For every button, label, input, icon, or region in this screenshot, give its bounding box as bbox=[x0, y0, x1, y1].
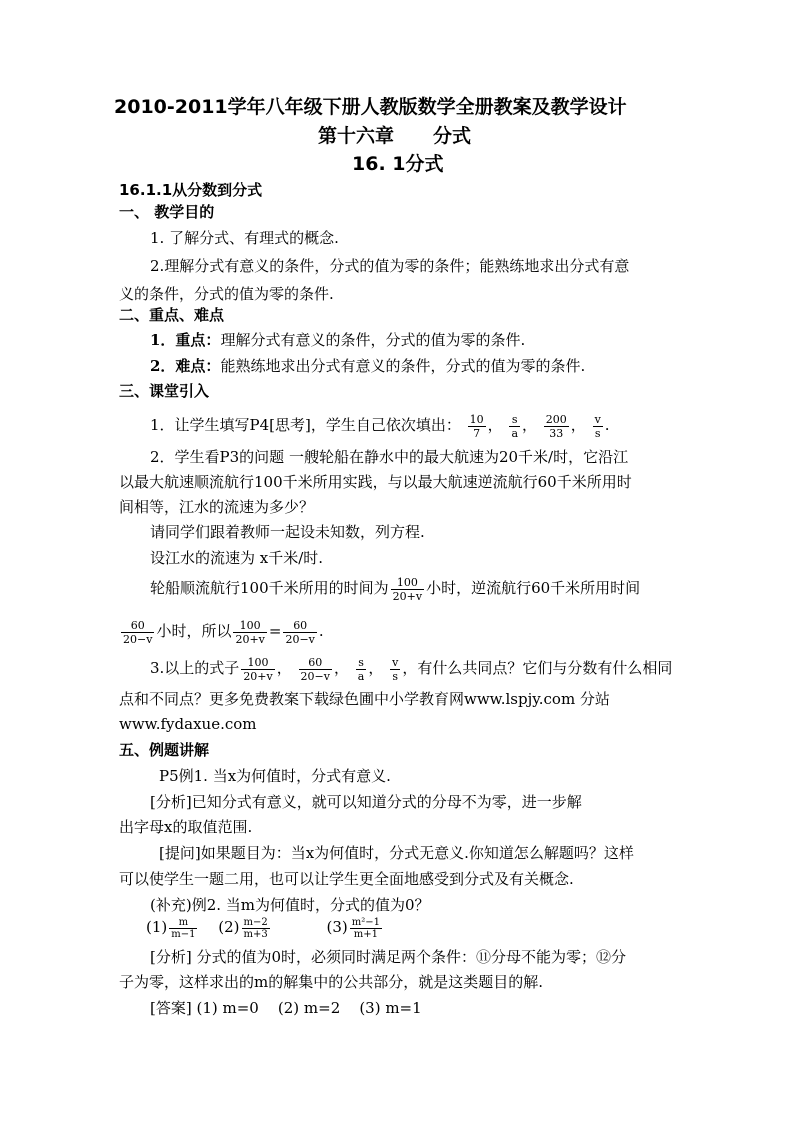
intro-4: 设江水的流速为 x千米/时. bbox=[150, 549, 324, 567]
example-1-question-line2: 可以使学生一题二用，也可以让学生更全面地感受到分式及有关概念. bbox=[119, 870, 574, 888]
expr-v-s: $\frac{v}{s}$ bbox=[392, 655, 399, 683]
expr-s-a: $\frac{s}{a}$ bbox=[357, 655, 365, 683]
chapter-name: 分式 bbox=[433, 125, 472, 147]
keypoint-1-label: 1．重点： bbox=[150, 331, 221, 349]
intro-2-line2: 以最大航速顺流航行100千米所用实践，与以最大航速逆流航行60千米所用时 bbox=[119, 473, 632, 491]
keypoint-2-label: 2．难点： bbox=[150, 357, 221, 375]
example-1-analysis-line1: [分析]已知分式有意义，就可以知道分式的分母不为零，进一步解 bbox=[150, 793, 582, 811]
keypoint-2 bbox=[150, 356, 585, 376]
fraction-100-over-20plusv: $\frac{100}{20+v}$ bbox=[392, 575, 423, 603]
intro-7-text-a: 3.以上的式子 bbox=[150, 659, 240, 677]
intro-5-text-b: 小时，逆流航行60千米所用时间 bbox=[426, 579, 641, 597]
intro-1-text: 1．让学生填写P4[思考]，学生自己依次填出： bbox=[150, 416, 461, 434]
intro-5 bbox=[150, 571, 640, 605]
expr-100-20plusv: $\frac{100}{20+v}$ bbox=[243, 655, 273, 683]
fraction-60-over-20minusv: $\frac{60}{20-v}$ bbox=[123, 618, 153, 646]
intro-7: 3.以上的式子 $\frac{100}{20+v}$ ， $\frac{60}{20-v}$ ， $\frac{s}{a}$ ， $\frac{v}{s}$ ，有什么共同点？它们与分数有什么相同 bbox=[150, 655, 673, 683]
subsection-title: 16.1.1从分数到分式 bbox=[119, 181, 263, 199]
goal-2-line1: 2.理解分式有意义的条件，分式的值为零的条件；能熟练地求出分式有意 bbox=[150, 257, 630, 275]
heading-intro: 三、课堂引入 bbox=[119, 382, 210, 400]
intro-7-text-b: ，有什么共同点？它们与分数有什么相同 bbox=[402, 659, 673, 677]
keypoint-2-text: 能熟练地求出分式有意义的条件，分式的值为零的条件. bbox=[220, 357, 586, 375]
intro-1: 1．让学生填写P4[思考]，学生自己依次填出： $\frac{10}{7}$ ， $\frac{s}{a}$ ， $\frac{200}{33}$ ， $\frac{v}{s}$ . bbox=[150, 412, 610, 440]
example-2: (补充)例2. 当m为何值时，分式的值为0？ bbox=[150, 896, 430, 914]
intro-9-link[interactable]: www.fydaxue.com bbox=[119, 715, 257, 733]
example-1: P5例1. 当x为何值时，分式有意义. bbox=[159, 767, 391, 785]
part-2-fraction: $\frac{m-2}{m+3}$ bbox=[243, 916, 268, 940]
example-2-parts: (1) $\frac{m}{m-1}$ (2) $\frac{m-2}{m+3}$ (3) $\frac{\text{m²−1}}{m+1}$ bbox=[146, 916, 381, 940]
example-1-question-line1: [提问]如果题目为：当x为何值时，分式无意义.你知道怎么解题吗？这样 bbox=[159, 844, 634, 862]
equation-right: $\frac{60}{20-v}$ bbox=[285, 618, 315, 646]
heading-goals: 一、 教学目的 bbox=[119, 203, 215, 221]
expr-60-20minusv: $\frac{60}{20-v}$ bbox=[300, 655, 330, 683]
fraction-s-a: $\frac{s}{a}$ bbox=[511, 412, 519, 440]
keypoint-1-text: 理解分式有意义的条件，分式的值为零的条件. bbox=[220, 331, 526, 349]
example-1-analysis-line2: 出字母x的取值范围. bbox=[119, 818, 253, 836]
example-2-analysis-line2: 子为零，这样求出的m的解集中的公共部分，就是这类题目的解. bbox=[119, 973, 543, 991]
document-title: 2010-2011学年八年级下册人教版数学全册教案及教学设计 bbox=[114, 96, 627, 118]
intro-5-text-a: 轮船顺流航行100千米所用的时间为 bbox=[150, 579, 389, 597]
section-title: 16. 1分式 bbox=[352, 153, 444, 175]
example-2-analysis-line1: [分析] 分式的值为0时，必须同时满足两个条件：⑪分母不能为零；⑫分 bbox=[150, 948, 627, 966]
equation-left: $\frac{100}{20+v}$ bbox=[235, 618, 265, 646]
fraction-10-7: $\frac{10}{7}$ bbox=[469, 412, 484, 440]
goal-2-line2: 义的条件，分式的值为零的条件. bbox=[119, 285, 334, 303]
heading-keypoints: 二、重点、难点 bbox=[119, 306, 225, 324]
part-1-fraction: $\frac{m}{m-1}$ bbox=[171, 916, 196, 940]
intro-2-line1: 2．学生看P3的问题 一艘轮船在静水中的最大航速为20千米/时，它沿江 bbox=[150, 448, 629, 466]
intro-6: $\frac{60}{20-v}$ 小时，所以 $\frac{100}{20+v}$ = $\frac{60}{20-v}$ . bbox=[123, 618, 324, 646]
part-3-fraction: $\frac{\text{m²−1}}{m+1}$ bbox=[351, 916, 381, 940]
heading-examples: 五、例题讲解 bbox=[119, 741, 210, 759]
intro-8: 点和不同点？更多免费教案下载绿色圃中小学教育网www.lspjy.com 分站 bbox=[119, 690, 610, 708]
goal-1: 1. 了解分式、有理式的概念. bbox=[150, 229, 339, 247]
chapter-number: 第十六章 bbox=[318, 125, 395, 147]
fraction-200-33: $\frac{200}{33}$ bbox=[545, 412, 567, 440]
intro-2-line3: 间相等，江水的流速为多少？ bbox=[119, 498, 315, 516]
keypoint-1 bbox=[150, 330, 525, 350]
example-2-answer: [答案] (1) m=0 (2) m=2 (3) m=1 bbox=[150, 999, 422, 1017]
fraction-v-s: $\frac{v}{s}$ bbox=[594, 412, 601, 440]
intro-3: 请同学们跟着教师一起设未知数，列方程. bbox=[150, 523, 425, 541]
intro-6-text: 小时，所以 bbox=[156, 622, 232, 640]
